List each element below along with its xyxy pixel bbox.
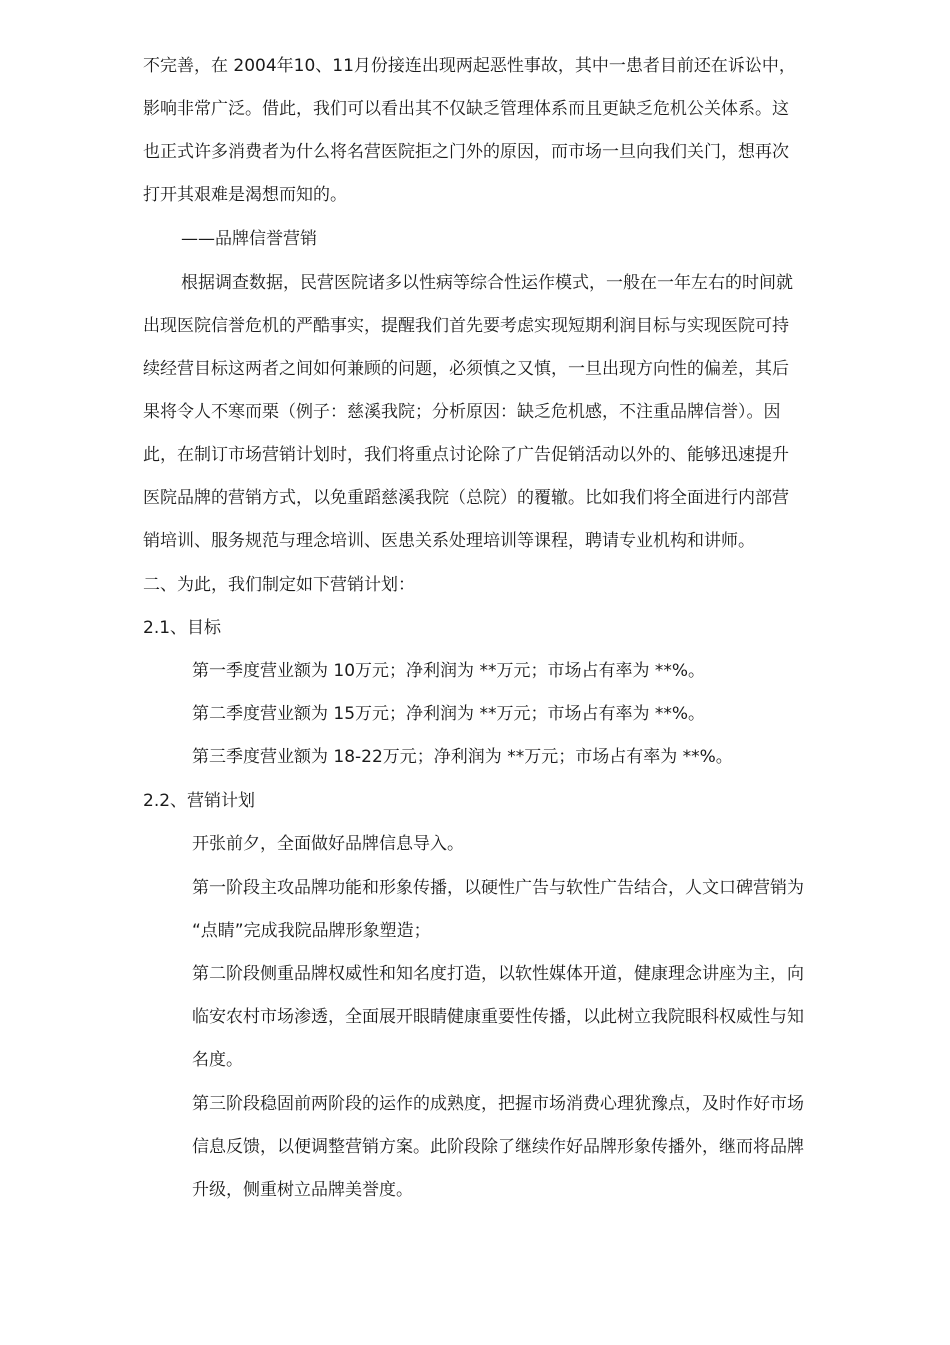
body-text-line: 此，在制订市场营销计划时，我们将重点讨论除了广告促销活动以外的、能够迅速提升 (143, 445, 789, 465)
body-text-line: 不完善，在 2004年10、11月份接连出现两起恶性事故，其中一患者目前还在诉讼中， (143, 56, 796, 76)
body-text-line: 根据调查数据，民营医院诸多以性病等综合性运作模式，一般在一年左右的时间就 (181, 273, 793, 293)
target-line: 第二季度营业额为 15万元；净利润为 **万元；市场占有率为 **%。 (192, 704, 705, 724)
plan-line: 第二阶段侧重品牌权威性和知名度打造，以软性媒体开道，健康理念讲座为主，向 (192, 964, 804, 984)
body-text-line: 销培训、服务规范与理念培训、医患关系处理培训等课程，聘请专业机构和讲师。 (143, 531, 755, 551)
plan-line: 名度。 (192, 1050, 243, 1070)
plan-line: 开张前夕，全面做好品牌信息导入。 (192, 834, 464, 854)
body-text-line: 打开其艰难是渴想而知的。 (143, 185, 347, 205)
plan-line: 升级，侧重树立品牌美誉度。 (192, 1180, 413, 1200)
subsection-heading: 2.1、目标 (143, 618, 222, 638)
body-text-line: 续经营目标这两者之间如何兼顾的问题，必须慎之又慎，一旦出现方向性的偏差，其后 (143, 359, 789, 379)
subsection-heading: 2.2、营销计划 (143, 791, 256, 811)
target-line: 第三季度营业额为 18-22万元；净利润为 **万元；市场占有率为 **%。 (192, 747, 733, 767)
plan-line: “点睛”完成我院品牌形象塑造； (192, 921, 431, 941)
target-line: 第一季度营业额为 10万元；净利润为 **万元；市场占有率为 **%。 (192, 661, 705, 681)
plan-line: 第一阶段主攻品牌功能和形象传播，以硬性广告与软性广告结合，人文口碑营销为 (192, 878, 804, 898)
body-text-line: 医院品牌的营销方式，以免重蹈慈溪我院（总院）的覆辙。比如我们将全面进行内部营 (143, 488, 789, 508)
plan-line: 临安农村市场渗透，全面展开眼睛健康重要性传播，以此树立我院眼科权威性与知 (192, 1007, 804, 1027)
body-text-line: 果将令人不寒而栗（例子：慈溪我院；分析原因：缺乏危机感，不注重品牌信誉）。因 (143, 402, 781, 422)
section-heading: 二、为此，我们制定如下营销计划： (143, 575, 415, 595)
plan-line: 第三阶段稳固前两阶段的运作的成熟度，把握市场消费心理犹豫点，及时作好市场 (192, 1094, 804, 1114)
body-text-line: 也正式许多消费者为什么将名营医院拒之门外的原因，而市场一旦向我们关门，想再次 (143, 142, 789, 162)
plan-line: 信息反馈，以便调整营销方案。此阶段除了继续作好品牌形象传播外，继而将品牌 (192, 1137, 804, 1157)
section-subheading: ——品牌信誉营销 (181, 229, 317, 249)
body-text-line: 出现医院信誉危机的严酷事实，提醒我们首先要考虑实现短期利润目标与实现医院可持 (143, 316, 789, 336)
body-text-line: 影响非常广泛。借此，我们可以看出其不仅缺乏管理体系而且更缺乏危机公关体系。这 (143, 99, 789, 119)
